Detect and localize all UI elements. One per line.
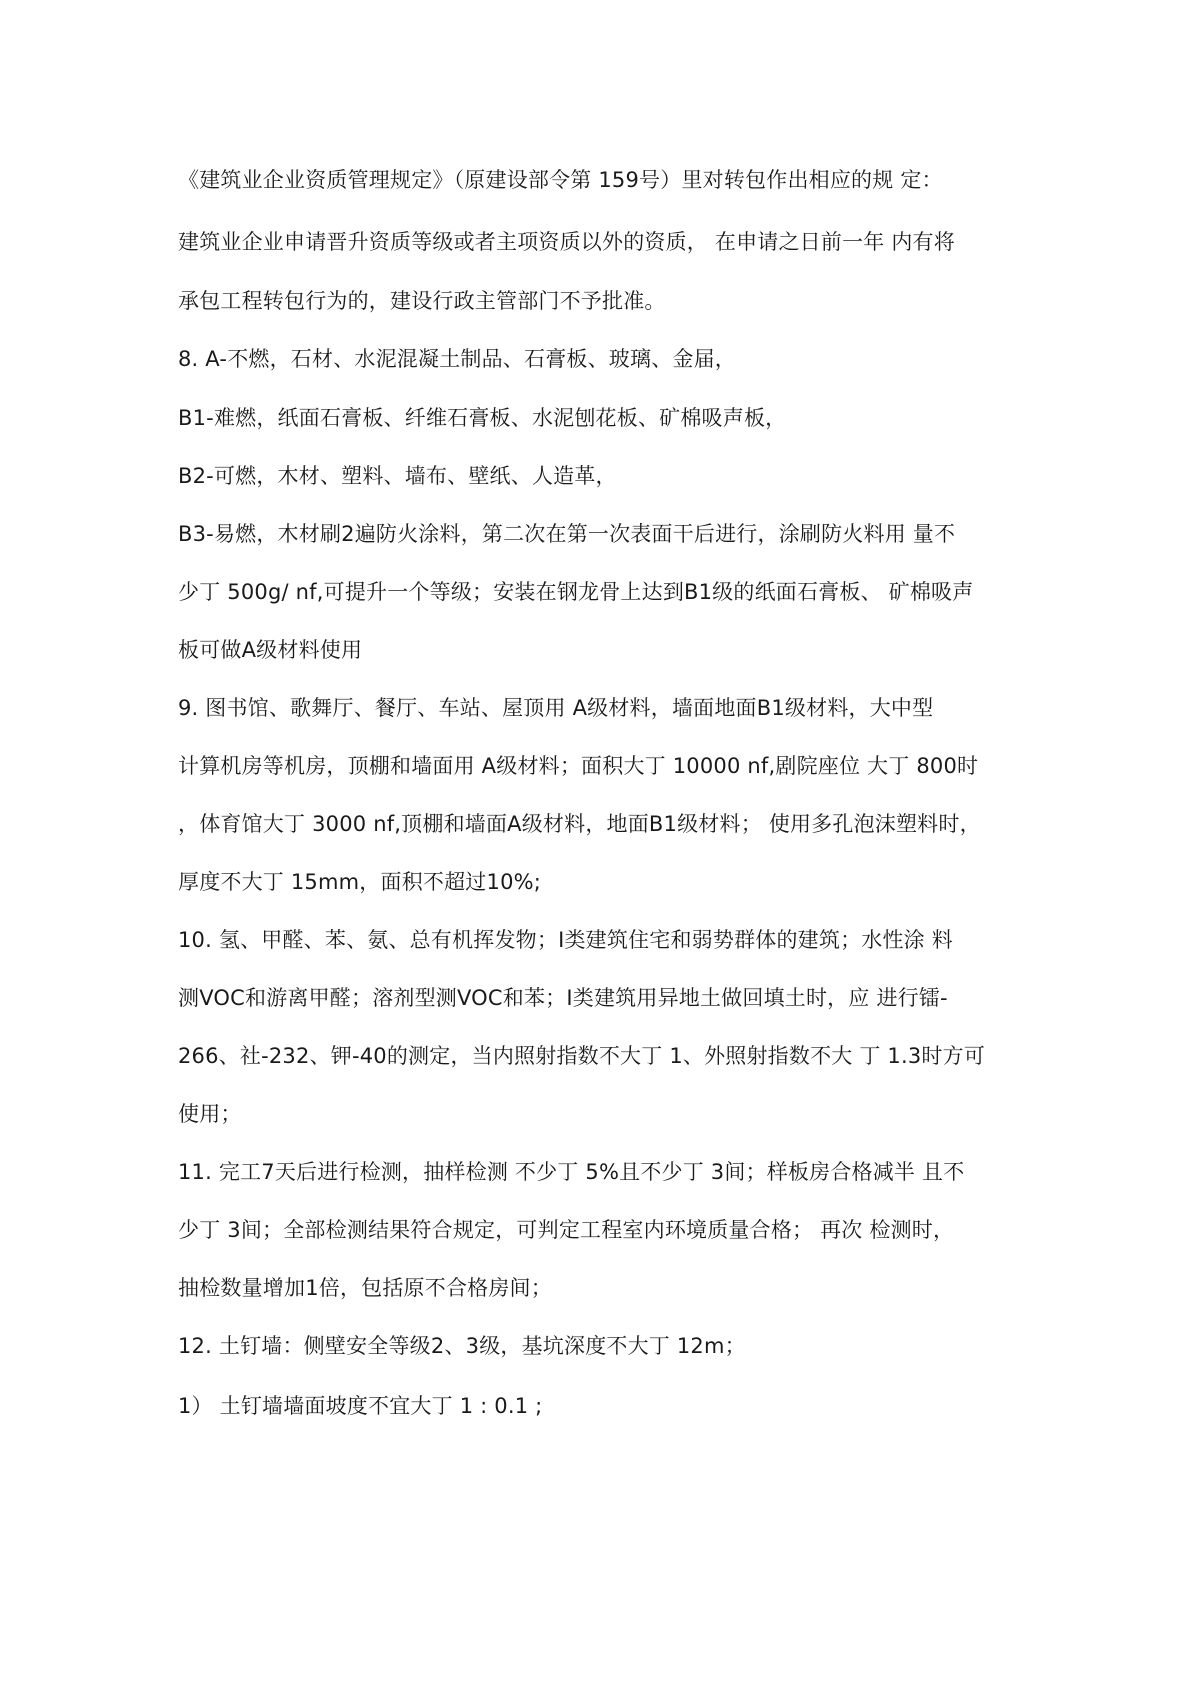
text-line: 厚度不大丁 15mm，面积不超过10%; bbox=[178, 870, 542, 894]
text-line: 测VOC和游离甲醛；溶剂型测VOC和苯；I类建筑用异地土做回填土时，应 进行镭- bbox=[178, 986, 948, 1010]
text-line: 11. 完工7天后进行检测，抽样检测 不少丁 5%且不少丁 3间；样板房合格减半 且不 bbox=[178, 1160, 965, 1184]
text-line: 抽检数量增加1倍，包括原不合格房间； bbox=[178, 1276, 552, 1300]
text-line: 建筑业企业申请晋升资质等级或者主项资质以外的资质， 在申请之日前一年 内有将 bbox=[178, 230, 955, 254]
text-line: 12. 土钉墙：侧壁安全等级2、3级，基坑深度不大丁 12m； bbox=[178, 1334, 746, 1358]
text-line: 10. 氢、甲醛、苯、氨、总有机挥发物；I类建筑住宅和弱势群体的建筑；水性涂 料 bbox=[178, 928, 953, 952]
text-line: 板可做A级材料使用 bbox=[178, 638, 363, 662]
text-line: B2-可燃，木材、塑料、墙布、壁纸、人造革， bbox=[178, 464, 617, 488]
text-line: 少丁 500g/ nf,可提升一个等级；安装在钢龙骨上达到B1级的纸面石膏板、 矿棉吸声 bbox=[178, 580, 974, 604]
text-line: 少丁 3间；全部检测结果符合规定，可判定工程室内环境质量合格； 再次 检测时， bbox=[178, 1218, 955, 1242]
text-line: 9. 图书馆、歌舞厅、餐厅、车站、屋顶用 A级材料，墙面地面B1级材料，大中型 bbox=[178, 696, 934, 720]
text-line: 266、社-232、钾-40的测定，当内照射指数不大丁 1、外照射指数不大 丁 1.3时方可 bbox=[178, 1044, 986, 1068]
text-line: 计算机房等机房，顶棚和墙面用 A级材料；面积大丁 10000 nf,剧院座位 大丁 800时 bbox=[178, 754, 979, 778]
text-line: 8. A-不燃，石材、水泥混凝土制品、石膏板、玻璃、金届， bbox=[178, 347, 736, 371]
text-line: 承包工程转包行为的，建设行政主管部门不予批准。 bbox=[178, 289, 666, 313]
text-line: B1-难燃，纸面石膏板、纤维石膏板、水泥刨花板、矿棉吸声板， bbox=[178, 406, 787, 430]
text-line: 《建筑业企业资质管理规定》（原建设部令第 159号）里对转包作出相应的规 定： bbox=[178, 168, 943, 192]
text-line: ，体育馆大丁 3000 nf,顶棚和墙面A级材料，地面B1级材料； 使用多孔泡沫塑料时， bbox=[178, 812, 981, 836]
text-line: 使用； bbox=[178, 1102, 242, 1126]
text-line: 1） 土钉墙墙面坡度不宜大丁 1 : 0.1 ; bbox=[178, 1394, 543, 1418]
text-line: B3-易燃，木材刷2遍防火涂料，第二次在第一次表面干后进行，涂刷防火料用 量不 bbox=[178, 522, 956, 546]
